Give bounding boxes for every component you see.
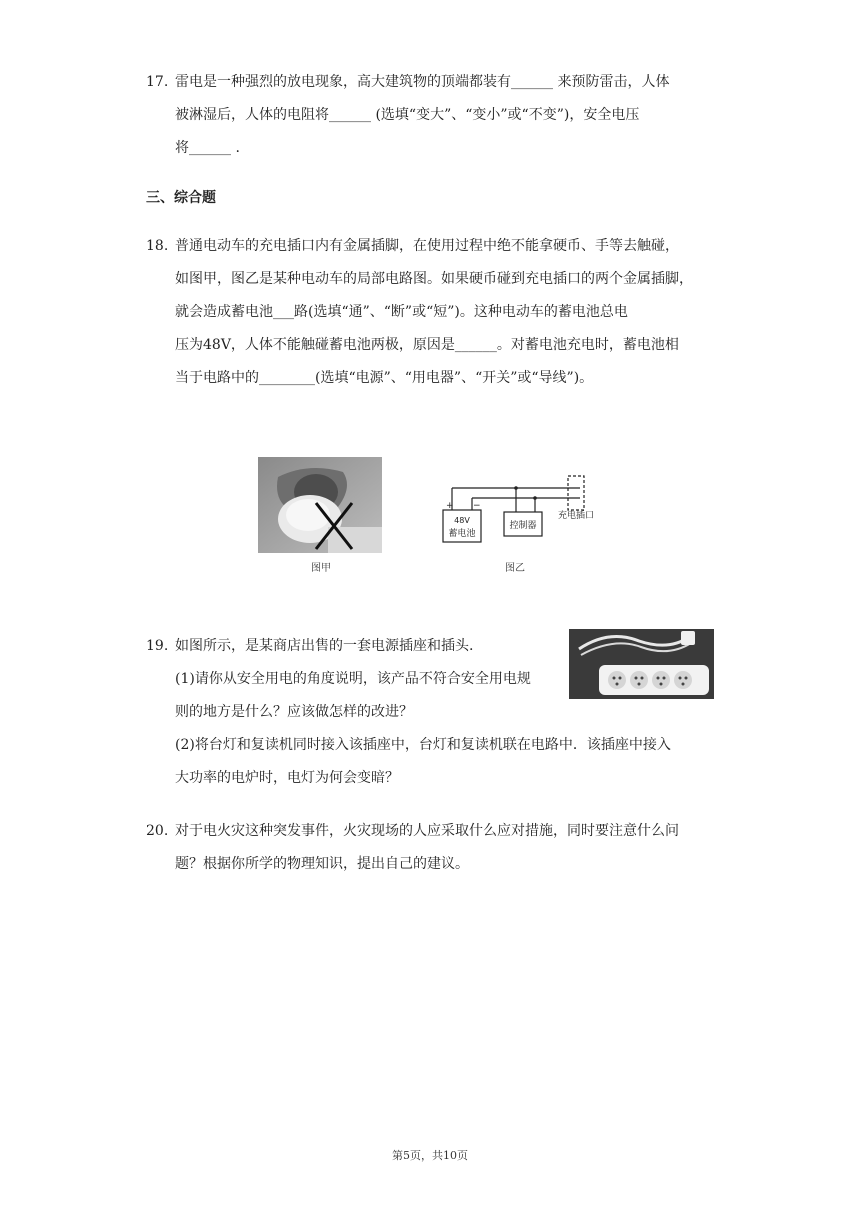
question-text-line: 大功率的电炉时，电灯为何会变暗？ [175,770,399,786]
question-number: 17. [146,74,169,90]
battery-voltage-label: 48V [454,516,470,525]
figure-charging-port-photo [258,457,382,553]
question-text-line: (2)将台灯和复读机同时接入该插座中，台灯和复读机联在电路中．该插座中接入 [175,737,671,753]
charging-port-label: 充电插口 [558,511,595,521]
question-text-line: 将______ . [175,140,240,156]
question-text-line: 雷电是一种强烈的放电现象，高大建筑物的顶端都装有______ 来预防雷击，人体 [175,74,670,90]
charging-port-photo-image [258,457,382,553]
figure-power-strip-photo [569,629,714,699]
question-text-line: 就会造成蓄电池___路(选填“通”、“断”或“短”)。这种电动车的蓄电池总电 [175,304,628,320]
question-text-line: 对于电火灾这种突发事件，火灾现场的人应采取什么应对措施，同时要注意什么问 [175,823,679,839]
plus-sign: + [446,501,454,511]
question-text-line: 如图甲，图乙是某种电动车的局部电路图。如果硬币碰到充电插口的两个金属插脚， [175,271,693,287]
controller-label: 控制器 [509,521,537,531]
figure-caption-b: 图乙 [505,563,525,574]
question-text-line: 压为48V，人体不能触碰蓄电池两极，原因是______。对蓄电池充电时，蓄电池相 [175,337,679,353]
question-number: 18. [146,238,169,254]
question-text-line: (1)请你从安全用电的角度说明，该产品不符合安全用电规 [175,671,531,687]
power-strip-image [569,629,714,699]
charging-port-box [568,476,584,510]
section-heading: 三、综合题 [146,190,216,206]
page-footer: 第5页，共10页 [392,1149,468,1162]
question-text-line: 当于电路中的________(选填“电源”、“用电器”、“开关”或“导线”)。 [175,370,594,386]
question-number: 20. [146,823,169,839]
figure-caption-a: 图甲 [311,563,331,574]
question-text-line: 如图所示，是某商店出售的一套电源插座和插头. [175,638,474,654]
question-text-line: 普通电动车的充电插口内有金属插脚，在使用过程中绝不能拿硬币、手等去触碰， [175,238,679,254]
circuit-diagram-svg [440,472,620,544]
minus-sign: − [473,501,481,511]
question-text-line: 题？根据你所学的物理知识，提出自己的建议。 [175,856,469,872]
question-text-line: 被淋湿后，人体的电阻将______ (选填“变大”、“变小”或“不变”)，安全电压 [175,107,640,123]
figure-circuit-diagram [440,472,620,544]
question-text-line: 则的地方是什么？应该做怎样的改进？ [175,704,413,720]
question-number: 19. [146,638,169,654]
battery-label: 蓄电池 [448,529,476,539]
